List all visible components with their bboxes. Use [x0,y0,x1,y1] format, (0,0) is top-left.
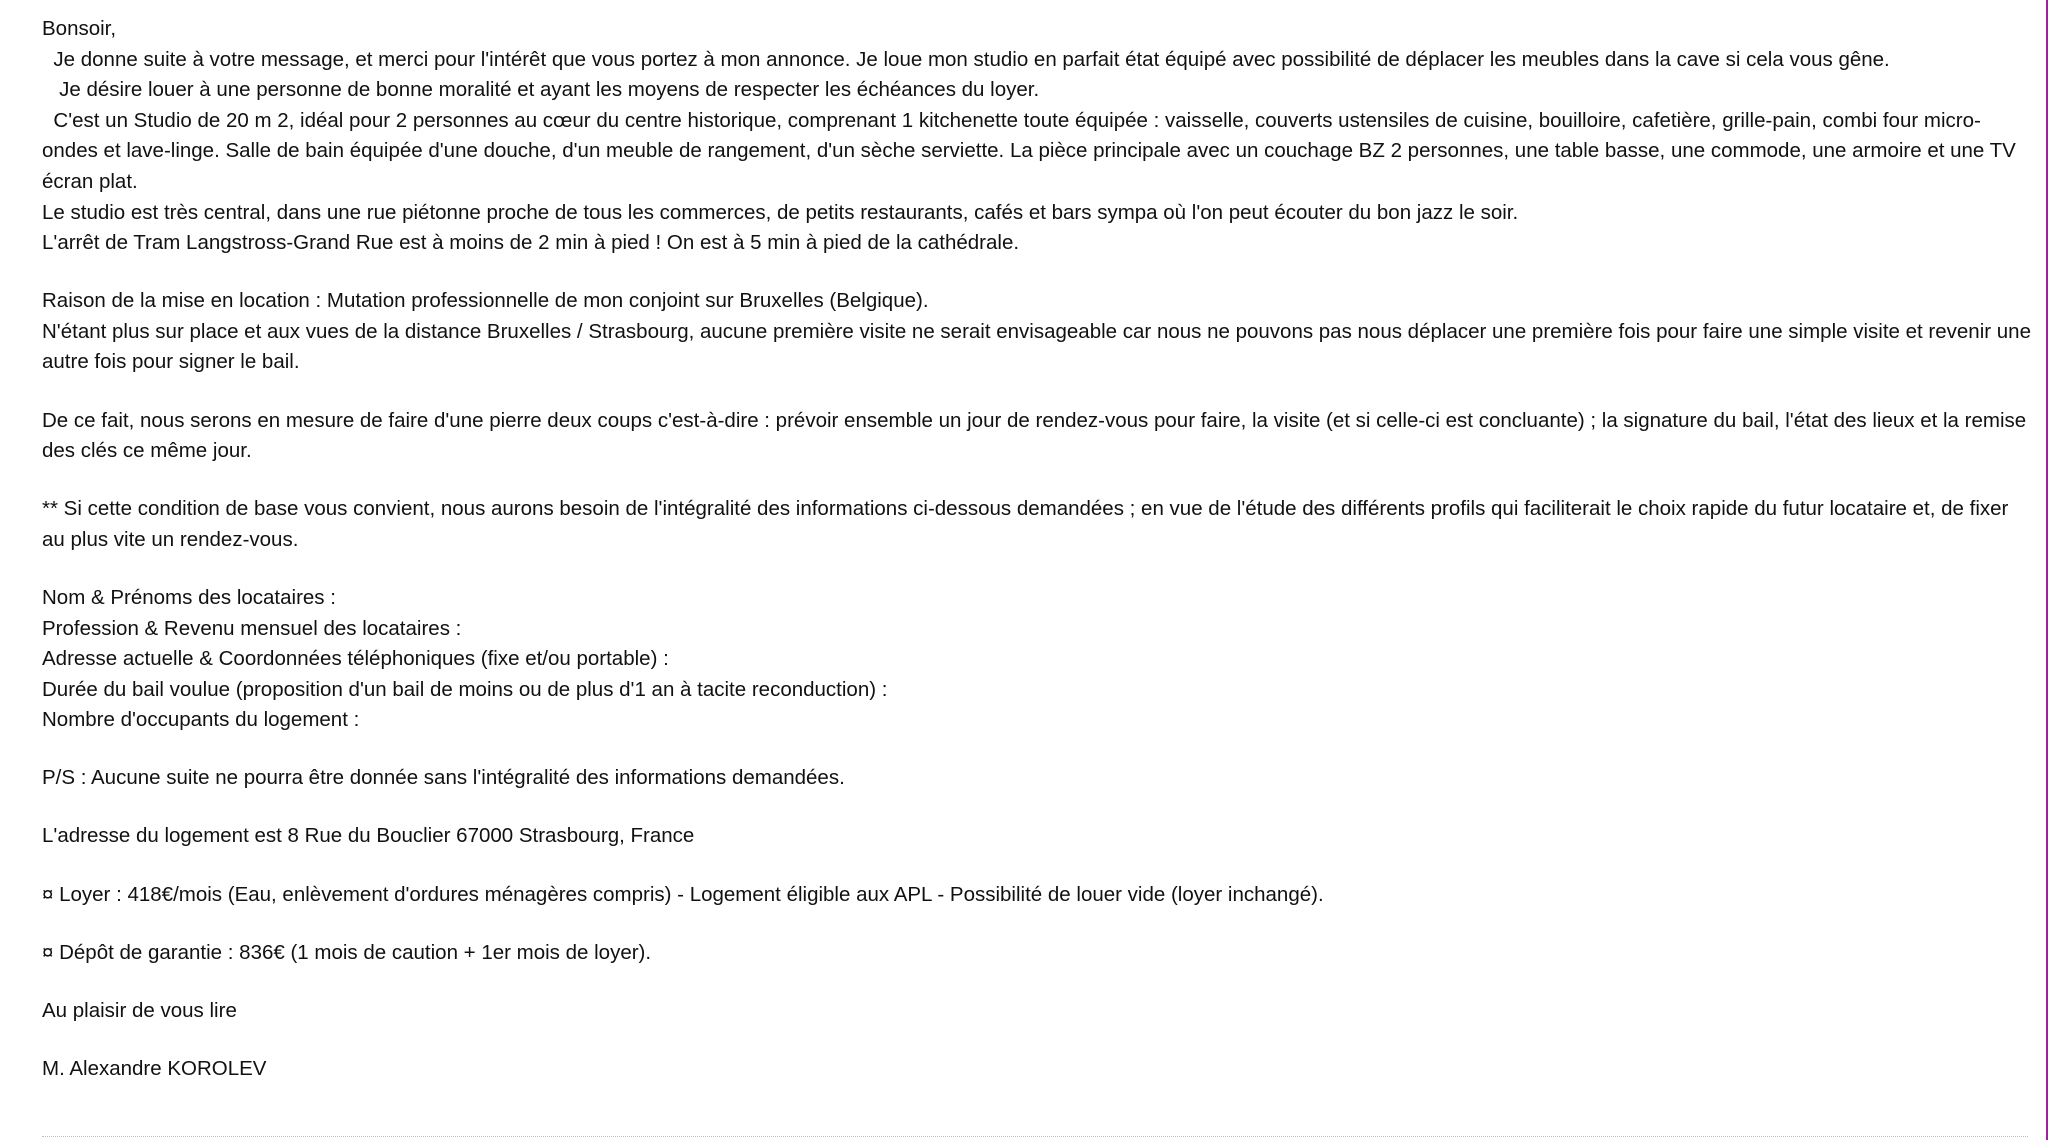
paragraph-gap [42,259,2032,287]
paragraph-gap [42,378,2032,406]
transport-info: L'arrêt de Tram Langstross-Grand Rue est à moins de 2 min à pied ! On est à 5 min à pied de la cathédrale. [42,231,1020,255]
paragraph-gap [42,1026,2032,1054]
visit-plan: De ce fait, nous serons en mesure de faire d'une pierre deux coups c'est-à-dire : prévoir ensemble un jour de rendez-vous pour faire, la visite (et si celle-ci est concluante) ; la signature du bail, l'état des lieux et la remise des clés ce même jour. [42,408,2032,463]
message-divider [42,1136,2028,1137]
signature: M. Alexandre KOROLEV [42,1056,267,1080]
field-address-phone: Adresse actuelle & Coordonnées téléphoniques (fixe et/ou portable) : [42,647,669,671]
email-body [42,14,2037,1084]
paragraph-gap [42,794,2032,822]
paragraph-gap [42,555,2032,583]
tenant-requirement: Je désire louer à une personne de bonne moralité et ayant les moyens de respecter les échéances du loyer. [42,78,1040,102]
condition-request: ** Si cette condition de base vous convient, nous aurons besoin de l'intégralité des informations ci-dessous demandées ; en vue de l'étude des différents profils qui faciliterait le choix rapide du futur locataire et, de fixer au plus vite un rendez-vous. [42,497,2015,551]
rental-reason: Raison de la mise en location : Mutation professionnelle de mon conjoint sur Bruxelles (Belgique). [42,289,929,313]
rent-info: ¤ Loyer : 418€/mois (Eau, enlèvement d'ordures ménagères compris) - Logement éligible aux APL - Possibilité de louer vide (loyer inchangé). [42,882,1324,906]
distance-explanation: N'étant plus sur place et aux vues de la distance Bruxelles / Strasbourg, aucune première visite ne serait envisageable car nous ne pouvons pas nous déplacer une première fois pour faire une simple visite et revenir une autre fois pour signer le bail. [42,319,2037,374]
field-occupants: Nombre d'occupants du logement : [42,708,360,732]
postscript: P/S : Aucune suite ne pourra être donnée sans l'intégralité des informations demandées. [42,766,845,790]
studio-description: C'est un Studio de 20 m 2, idéal pour 2 personnes au cœur du centre historique, comprenant 1 kitchenette toute équipée : vaisselle, couverts ustensiles de cuisine, bouilloire, cafetière, grille-pain, combi four micro-ondes et lave-linge. Salle de bain équipée d'une douche, d'un meuble de rangement, d'un sèche serviette. La pièce principale avec un couchage BZ 2 personnes, une table basse, une commode, une armoire et une TV écran plat. [42,108,2022,193]
deposit-info: ¤ Dépôt de garantie : 836€ (1 mois de caution + 1er mois de loyer). [42,940,652,964]
location-description: Le studio est très central, dans une rue piétonne proche de tous les commerces, de petits restaurants, cafés et bars sympa où l'on peut écouter du bon jazz le soir. [42,200,1519,224]
property-address: L'adresse du logement est 8 Rue du Bouclier 67000 Strasbourg, France [42,824,695,848]
paragraph-gap [42,910,2032,938]
field-profession-income: Profession & Revenu mensuel des locataires : [42,616,462,640]
paragraph-gap [42,736,2032,764]
paragraph-gap [42,968,2032,996]
paragraph-gap [42,467,2032,495]
paragraph-gap [42,852,2032,880]
field-tenant-names: Nom & Prénoms des locataires : [42,585,336,609]
intro-paragraph: Je donne suite à votre message, et merci pour l'intérêt que vous portez à mon annonce. Je loue mon studio en parfait état équipé avec possibilité de déplacer les meubles dans la cave si cela vous gêne. [42,47,1890,71]
field-lease-duration: Durée du bail voulue (proposition d'un bail de moins ou de plus d'1 an à tacite reconduction) : [42,677,888,701]
greeting: Bonsoir, [42,17,117,40]
closing-line: Au plaisir de vous lire [42,998,237,1022]
